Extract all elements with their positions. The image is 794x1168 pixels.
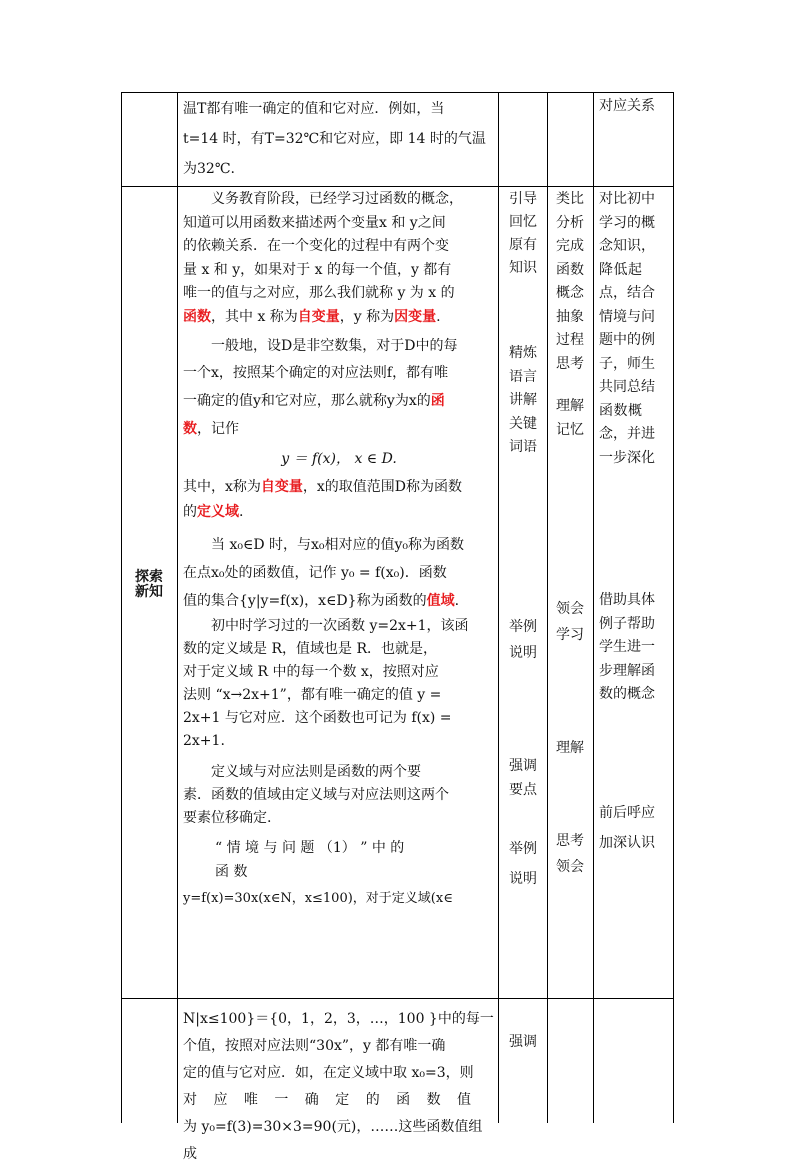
text-line xyxy=(183,306,495,330)
text-line: 步理解函 xyxy=(599,662,655,679)
text-line: 借助具体 xyxy=(599,592,655,608)
text-line: 个值，按照对应法则“30x”，y 都有唯一确 xyxy=(183,1038,446,1054)
function-formula: y ＝ f(x)， x ∈ D. xyxy=(281,450,397,467)
text-line: 初中时学习过的一次函数 y=2x+1，该函 xyxy=(211,617,469,634)
text-line: 概念 xyxy=(556,285,584,301)
text-line: 降低起 xyxy=(599,261,643,278)
text-line: 分析 xyxy=(556,214,584,231)
text-span: ，其中 x 称为 xyxy=(211,308,298,325)
col-divider-4 xyxy=(593,92,594,1123)
text-line: 一般地，设D是非空数集，对于D中的每 xyxy=(211,338,458,354)
text-line xyxy=(183,500,495,525)
text-line: 记忆 xyxy=(556,422,584,438)
teacher-activity-5 xyxy=(503,834,543,894)
text-line: 要素位移确定. xyxy=(183,809,272,826)
text-line: 学习 xyxy=(556,627,584,643)
text-line: 原有 xyxy=(509,237,537,253)
row3-content xyxy=(183,1006,495,1168)
text-line: 为32℃. xyxy=(183,161,235,177)
table-right-border xyxy=(673,92,674,1123)
row2-content xyxy=(183,188,495,914)
text-line: 前后呼应 xyxy=(599,805,655,821)
text-line: 量 x 和 y，如果对于 x 的每一个值，y 都有 xyxy=(183,261,452,278)
text-line: 知道可以用函数来描述两个变量x 和 y之间 xyxy=(183,214,446,231)
teacher-activity-4 xyxy=(503,754,543,802)
term-domain: 定义域 xyxy=(197,503,239,520)
col-divider-2 xyxy=(498,92,499,1123)
text-span: . xyxy=(239,503,244,520)
text-line: “ 情 境 与 问 题 （1） ” 中 的 xyxy=(215,839,405,856)
student-activity-2 xyxy=(552,394,588,442)
text-line: 例子帮助 xyxy=(599,615,655,632)
text-line: 加深认识 xyxy=(599,835,655,851)
text-line: 为 y₀=f(3)=30×3=90(元)，……这些函数值组成 xyxy=(183,1119,483,1162)
text-line: 强调 xyxy=(509,1034,537,1050)
design-intent-2 xyxy=(599,589,671,707)
text-line: 领会 xyxy=(556,601,584,617)
text-line: 对于定义域 R 中的每一个数 x，按照对应 xyxy=(183,663,439,680)
text-line: 类比 xyxy=(556,191,584,207)
text-line: 函数概 xyxy=(599,402,643,419)
text-line: 理解 xyxy=(556,740,584,756)
text-line: 对 应 唯 一 确 定 的 函 数 值 xyxy=(183,1092,478,1108)
term-function: 函 xyxy=(430,392,445,409)
text-line xyxy=(183,587,495,615)
section-label: 探索新知 xyxy=(135,569,163,600)
text-line: 完成 xyxy=(556,238,584,254)
row1-intent: 对应关系 xyxy=(599,98,655,114)
text-line: 定义域与对应法则是函数的两个要 xyxy=(211,763,421,780)
row-divider-1 xyxy=(121,186,674,187)
text-line: 说明 xyxy=(509,871,537,887)
text-line: 数的定义域是 R，值域也是 R．也就是， xyxy=(183,640,437,657)
student-activity-4 xyxy=(552,736,588,760)
text-line: 举例 xyxy=(509,841,537,857)
col-divider-1 xyxy=(177,92,178,1123)
text-line: 义务教育阶段，已经学习过函数的概念， xyxy=(211,191,463,207)
text-line: 回忆 xyxy=(509,214,537,230)
text-line: 子，师生 xyxy=(599,355,655,372)
text-span: 一确定的值y和它对应，那么就称y为x的 xyxy=(183,392,431,409)
text-line: 思考 xyxy=(556,833,584,849)
text-span: ，y 称为 xyxy=(339,308,395,325)
text-line: 数的概念 xyxy=(599,686,655,702)
text-line: 当 x₀∈D 时，与x₀相对应的值y₀称为函数 xyxy=(211,536,465,553)
teacher-activity-2 xyxy=(503,342,543,460)
text-line: 精炼 xyxy=(509,345,537,361)
text-line: 要点 xyxy=(509,782,537,798)
text-line: 情境与问 xyxy=(599,308,655,325)
text-line: 一个x，按照某个确定的对应法则f，都有唯 xyxy=(183,364,449,381)
term-range: 值域 xyxy=(426,592,455,609)
text-line: 念知识， xyxy=(599,238,655,254)
term-dependent-variable: 因变量 xyxy=(394,308,437,325)
text-line: 对比初中 xyxy=(599,191,655,207)
text-span: 的 xyxy=(183,503,197,520)
col-divider-3 xyxy=(547,92,548,1123)
term-function: 数 xyxy=(183,420,197,437)
student-activity-3 xyxy=(552,596,588,648)
text-line: 理解 xyxy=(556,398,584,414)
text-line: 学生进一 xyxy=(599,639,655,655)
text-line: y=f(x)=30x(x∈N，x≤100)，对于定义域(x∈ xyxy=(183,890,453,906)
text-line: t=14 时，有T=32℃和它对应，即 14 时的气温 xyxy=(183,131,486,147)
text-line: 关键 xyxy=(509,415,537,432)
text-line: 词语 xyxy=(509,439,537,455)
teacher-activity-1 xyxy=(503,188,543,280)
row-divider-2 xyxy=(121,998,674,999)
term-independent-variable: 自变量 xyxy=(260,478,303,495)
text-span: . xyxy=(454,592,460,609)
student-activity-1 xyxy=(552,188,588,376)
text-line: N|x≤100}＝{0，1，2，3，…，100 }中的每一 xyxy=(183,1011,494,1027)
text-line: 强调 xyxy=(509,758,537,774)
text-span: 值的集合{y|y=f(x)，x∈D}称为函数的 xyxy=(183,592,427,609)
text-line: 过程 xyxy=(556,332,584,348)
design-intent-1 xyxy=(599,188,671,470)
text-line: 函数 xyxy=(556,261,584,278)
text-line: 温T都有唯一确定的值和它对应．例如，当 xyxy=(183,101,445,117)
text-line: 领会 xyxy=(556,859,584,875)
text-line: 点，结合 xyxy=(599,285,655,301)
text-span: ，x的取值范围D称为函数 xyxy=(302,478,463,495)
text-line: 抽象 xyxy=(556,308,584,325)
text-line: 引导 xyxy=(509,191,537,207)
text-line xyxy=(183,387,495,415)
text-line: 共同总结 xyxy=(599,379,655,395)
text-line: 一步深化 xyxy=(599,449,655,466)
text-line: 唯一的值与之对应，那么我们就称 y 为 x 的 xyxy=(183,285,455,301)
text-line: 说明 xyxy=(509,645,537,661)
text-line: 语言 xyxy=(509,368,537,385)
design-intent-3 xyxy=(599,798,671,858)
text-line: 讲解 xyxy=(509,392,537,408)
text-span: ，记作 xyxy=(197,420,239,437)
term-independent-variable: 自变量 xyxy=(297,308,340,325)
row3-teacher-activity xyxy=(503,1030,543,1054)
text-line: 的依赖关系．在一个变化的过程中有两个变 xyxy=(183,238,449,254)
text-line xyxy=(183,415,495,443)
term-function: 函数 xyxy=(183,308,211,325)
table-top-border xyxy=(121,92,674,93)
text-line: 2x+1. xyxy=(183,732,225,749)
student-activity-5 xyxy=(552,828,588,880)
text-line: 定的值与它对应．如，在定义域中取 x₀=3，则 xyxy=(183,1065,474,1081)
text-span: . xyxy=(436,308,441,325)
text-line: 素．函数的值域由定义域与对应法则这两个 xyxy=(183,786,449,803)
teacher-activity-3 xyxy=(503,614,543,666)
text-line xyxy=(183,475,495,500)
text-span: 其中，x称为 xyxy=(183,478,261,495)
row1-content xyxy=(183,94,495,184)
text-line: 在点x₀处的函数值，记作 y₀ = f(x₀)．函数 xyxy=(183,564,447,581)
text-line: 举例 xyxy=(509,619,537,635)
table-left-border xyxy=(121,92,122,1123)
text-line: 学习的概 xyxy=(599,214,655,231)
text-line: 函 数 xyxy=(215,863,248,880)
text-line: 法则 “x→2x+1”，都有唯一确定的值 y = xyxy=(183,686,442,703)
text-line: 念，并进 xyxy=(599,426,655,442)
text-line: 2x+1 与它对应．这个函数也可记为 f(x) = xyxy=(183,709,452,726)
lesson-plan-table xyxy=(121,92,674,1162)
text-line: 思考 xyxy=(556,355,584,372)
text-line: 题中的例 xyxy=(599,332,655,348)
text-line: 知识 xyxy=(509,260,537,276)
